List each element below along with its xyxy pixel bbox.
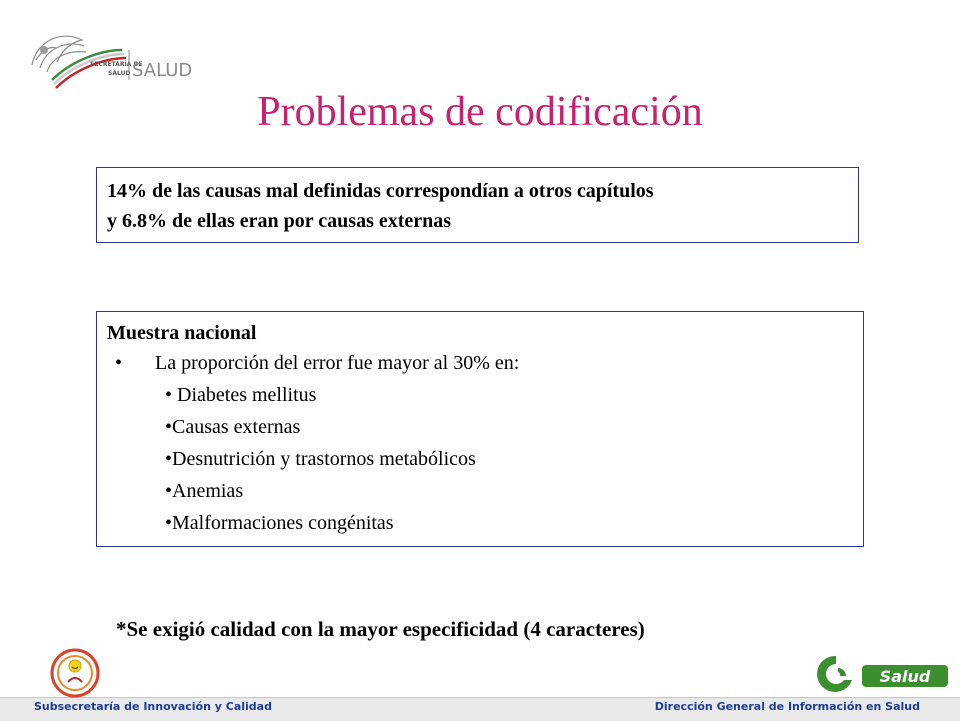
salud-brand-text: Salud (879, 667, 931, 686)
summary-line-1: 14% de las causas mal definidas correspondían a otros capítulos (107, 180, 654, 202)
sample-box (96, 311, 864, 547)
salud-swirl-icon (817, 656, 852, 692)
quality-seal-icon (50, 648, 100, 698)
logo-text-line1: SECRETARÍA DE (90, 61, 143, 68)
salud-brand-logo (812, 650, 952, 698)
page-title: Problemas de codificación (257, 89, 703, 135)
logo-text-line2: SALUD (108, 70, 131, 77)
sample-intro-text: La proporción del error fue mayor al 30% en: (155, 352, 520, 374)
sample-list (107, 379, 853, 539)
list-item: •Desnutrición y trastornos metabólicos (165, 448, 476, 470)
list-item: •Anemias (165, 480, 244, 502)
sample-intro (107, 348, 853, 379)
footer-left-text: Subsecretaría de Innovación y Calidad (34, 700, 272, 713)
list-item: •Causas externas (165, 416, 301, 438)
bullet-icon: • (115, 352, 123, 374)
summary-line-2: y 6.8% de ellas eran por causas externas (107, 210, 452, 232)
summary-box (96, 167, 859, 243)
footnote: *Se exigió calidad con la mayor especificidad (4 caracteres) (116, 617, 645, 641)
list-item: •Malformaciones congénitas (165, 512, 394, 534)
sample-heading: Muestra nacional (107, 322, 257, 344)
footer-right-text: Dirección General de Información en Salud (654, 700, 920, 713)
logo-salud-word: SALUD (132, 60, 193, 81)
list-item: • Diabetes mellitus (165, 384, 317, 406)
